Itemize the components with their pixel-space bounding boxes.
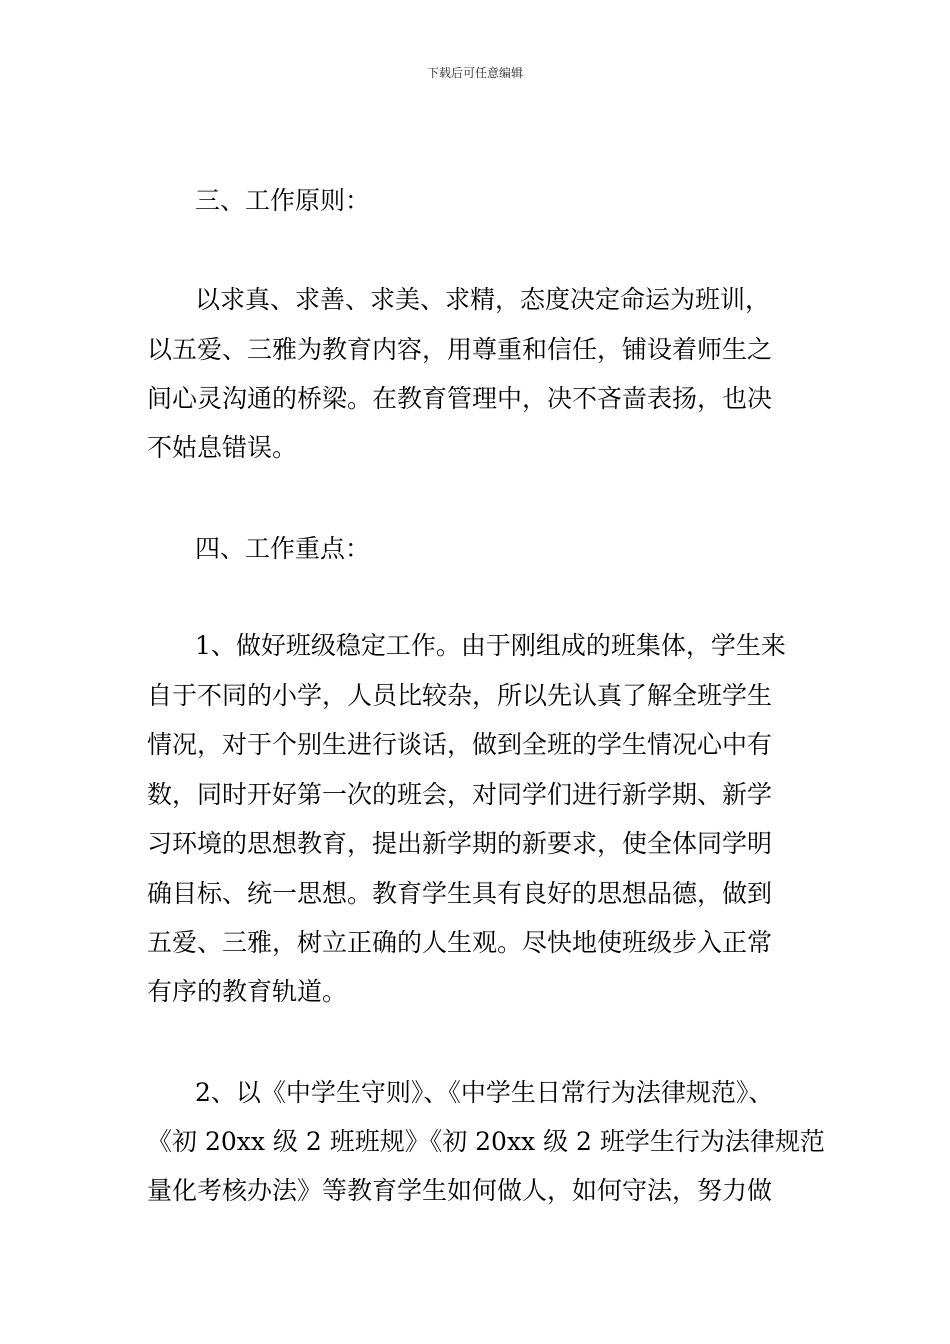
paragraph-line: 确目标、统一思想。教育学生具有良好的思想品德，做到 <box>147 879 773 908</box>
paragraph-line: 《初 20xx 级 2 班班规》《初 20xx 级 2 班学生行为法律规范 <box>147 1127 825 1156</box>
paragraph-line: 自于不同的小学，人员比较杂，所以先认真了解全班学生 <box>147 681 773 710</box>
paragraph-line: 以五爱、三雅为教育内容，用尊重和信任，铺设着师生之 <box>147 335 773 364</box>
paragraph-line: 情况，对于个别生进行谈话，做到全班的学生情况心中有 <box>147 730 773 759</box>
paragraph-line: 2、以《中学生守则》、《中学生日常行为法律规范》、 <box>195 1078 774 1107</box>
section-heading-principles: 三、工作原则： <box>195 186 371 215</box>
paragraph-line: 五爱、三雅，树立正确的人生观。尽快地使班级步入正常 <box>147 928 773 957</box>
paragraph-line: 有序的教育轨道。 <box>147 977 348 1006</box>
paragraph-line: 以求真、求善、求美、求精，态度决定命运为班训， <box>195 285 771 314</box>
paragraph-line: 量化考核办法》等教育学生如何做人，如何守法，努力做 <box>147 1176 773 1205</box>
paragraph-line: 数，同时开好第一次的班会，对同学们进行新学期、新学 <box>147 780 773 809</box>
paragraph-line: 1、做好班级稳定工作。由于刚组成的班集体，学生来 <box>195 631 786 660</box>
page-header: 下载后可任意编辑 <box>426 66 523 80</box>
paragraph-line: 不姑息错误。 <box>147 433 298 462</box>
paragraph-line: 习环境的思想教育，提出新学期的新要求，使全体同学明 <box>147 829 773 858</box>
paragraph-line: 间心灵沟通的桥梁。在教育管理中，决不吝啬表扬，也决 <box>147 384 773 413</box>
section-heading-focus: 四、工作重点： <box>195 534 371 563</box>
